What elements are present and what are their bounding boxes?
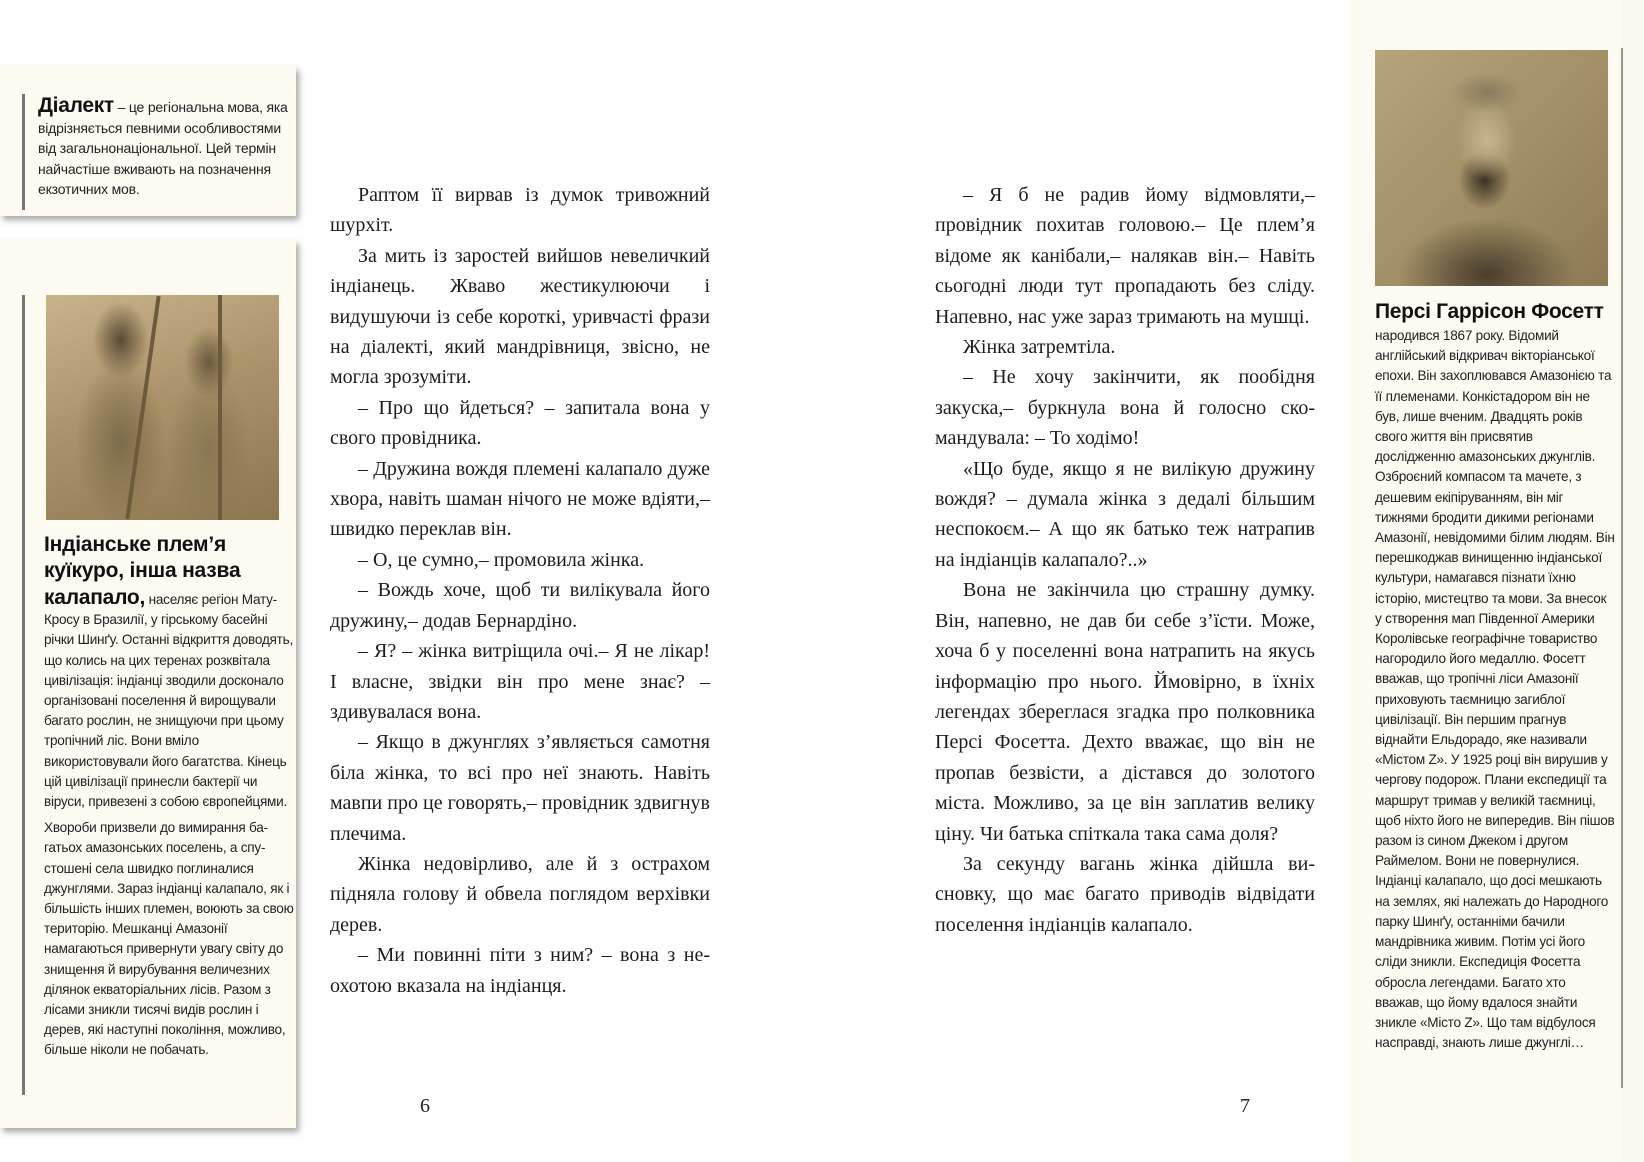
tribe-note-box (0, 240, 296, 1128)
note-rule (22, 295, 25, 1095)
paragraph: – Дружина вождя племені калапало дуже хвора, навіть шаман нічого не може вдіяти,– швидко переклав він. (330, 457, 710, 541)
note-rule (22, 94, 25, 210)
dialect-term: Діалект (38, 94, 114, 117)
paragraph: Жінка затремтіла. (963, 336, 1116, 359)
paragraph: Раптом її вирвав із думок тривожний шурхіт. (330, 184, 710, 237)
dialect-note-text (38, 96, 288, 200)
note-rule (1621, 48, 1623, 1088)
fawcett-note-title: Персі Гаррісон Фосетт (1375, 300, 1604, 323)
paragraph: – Вождь хоче, щоб ти вилікувала його дружину,– додав Бернардіно. (330, 579, 710, 632)
paragraph: – Якщо в джунглях з’являється самотня біла жінка, то всі про неї знають. Навіть мавпи про це говорять,– провідник здвигнув плечима. (330, 731, 710, 845)
paragraph: – Не хочу закінчити, як пообідня закуска,– буркнула вона й голосно скомандувала: – То ходімо! (935, 366, 1315, 450)
page-number-left: 6 (420, 1095, 430, 1117)
spear-shape (125, 296, 160, 519)
tribe-illustration (46, 295, 279, 520)
fawcett-note-box (1349, 0, 1622, 1162)
paragraph: – Про що йдеться? – запитала вона у свого провідника. (330, 396, 710, 450)
paragraph: Жінка недовірливо, але й з острахом підняла голову й обвела поглядом верхівки дерев. (330, 852, 710, 936)
spear-shape (218, 295, 222, 520)
paragraph: – О, це сумно,– промовила жінка. (358, 548, 645, 571)
page-number-right: 7 (1240, 1095, 1250, 1117)
tribe-note-body (44, 558, 294, 1061)
paragraph: За секунду вагань жінка дійшла висновку, що має багато приводів відвідати поселення індіанців калапало. (935, 852, 1315, 936)
dialect-note-box (0, 66, 296, 216)
paragraph: – Ми повинні піти з ним? – вона з неохотою вказала на індіанця. (330, 944, 710, 997)
dialect-definition: – це регіональна мова, яка відрізняється певними особливостями від загальнонаціональної. Цей термін найчастіше вживають на позначення екзотичних мов. (38, 99, 288, 197)
tribe-note-title: Індіанське плем’я куїкуро, інша назва (44, 533, 241, 582)
right-page-text (935, 180, 1315, 940)
tribe-name-bold: калапало, (44, 586, 146, 609)
fawcett-note-body: народився 1867 року. Відомий англійський відкривач вікторіанської епохи. Він захоплювався Амазонією та її племенами. Конкістадором він не був, лише вченим. Двадцять років свого життя він присвятив дослідженню амазонських джунглів. Озброєний компасом та мачете, з дешевим екіпіруванням, він міг тижнями бродити дикими регіонами Амазонії, невідомими білим людям. Він перешкоджав винищенню індіанської культури, намагався пізнати їхню історію, мистецтво та мови. За внесок у створення мап Південної Америки Королівське географічне товариство нагородило його медаллю. Фосетт вважав, що тропічні ліси Амазонії приховують таємницю загиблої цивілізації. Він першим прагнув віднайти Ельдорадо, яке називали «Містом Z». У 1925 році він вирушив у чергову подорож. Плани експедиції та маршрут тримав у великій таємниці, щоб ніхто його не випередив. Він пішов разом із сином Джеком і другом Раймелом. Вони не повернулися. Індіанці калапало, що досі мешкають на землях, які належать до Народного парку Шинґу, останніми бачили мандрівника живим. Потім усі його сліди зникли. Експедиція Фосетта обросла легендами. Багато хто вважав, що йому вдалося знайти зникле «Місто Z». Що там відбулося насправді, знають лише джунглі… (1375, 328, 1615, 1051)
left-page-text (330, 180, 710, 1001)
paragraph: – Я? – жінка витріщила очі.– Я не лікар! І власне, звідки він про мене знає? – здивувалася вона. (330, 640, 710, 723)
paragraph: Вона не закінчила цю страшну думку. Він, напевно, не дав би себе з’їсти. Може, хоча б у поселенні вона натрапить на якусь інформацію про нього. Ймовірно, в їхніх легендах збереглася згадка про полковника Персі Фосетта. Дехто вважає, що він не пропав безвісти, а дістався до золотого міста. Можливо, за це він заплатив велику ціну. Чи батька спіткала така сама доля? (935, 579, 1315, 845)
paragraph: За мить із заростей вийшов невеличкий індіанець. Жваво жестикулюючи і видушуючи із себе короткі, уривчасті фрази на діалекті, який мандрівниця, звісно, не могла зрозуміти. (330, 244, 710, 389)
tribe-paragraph-2: Хвороби призвели до вимирання багатьох амазонських поселень, а спустошені села швидко поглиналися джунглями. Зараз індіанці калапало, як і більшість інших племен, воюють за свою територію. Мешканці Амазонії намагаються привернути увагу світу до знищення й вирубування величезних ділянок екваторіальних лісів. Разом з лісами зникли тисячі видів рослин і дерев, які наступні покоління, можливо, більше ніколи не побачать. (44, 820, 294, 1058)
paragraph: – Я б не радив йому відмовляти,– провідник похитав головою.– Це плем’я відоме як канібали,– налякав він.– Навіть сьогодні люди тут пропадають без сліду. Напевно, нас уже зараз тримають на мушці. (935, 184, 1315, 328)
fawcett-portrait (1375, 50, 1608, 286)
tribe-paragraph-1: населяє регіон Мату-Кросу в Бразилії, у гірському басейні річки Шинґу. Останні відкриття доводять, що колись на цих теренах розквітала цивілізація: індіанці зводили досконало організовані поселення й вирощували багато рослин, не знищуючи при цьому тропічний ліс. Вони вміло використовували його багатства. Кінець цій цивілізації принесли бактерії чи віруси, привезені з собою європейцями. (44, 592, 293, 810)
paragraph: «Що буде, якщо я не вилікую дружину вождя? – думала жінка з дедалі більшим неспокоєм.– А що як батько теж натрапив на індіанців калапало?..» (935, 457, 1315, 571)
